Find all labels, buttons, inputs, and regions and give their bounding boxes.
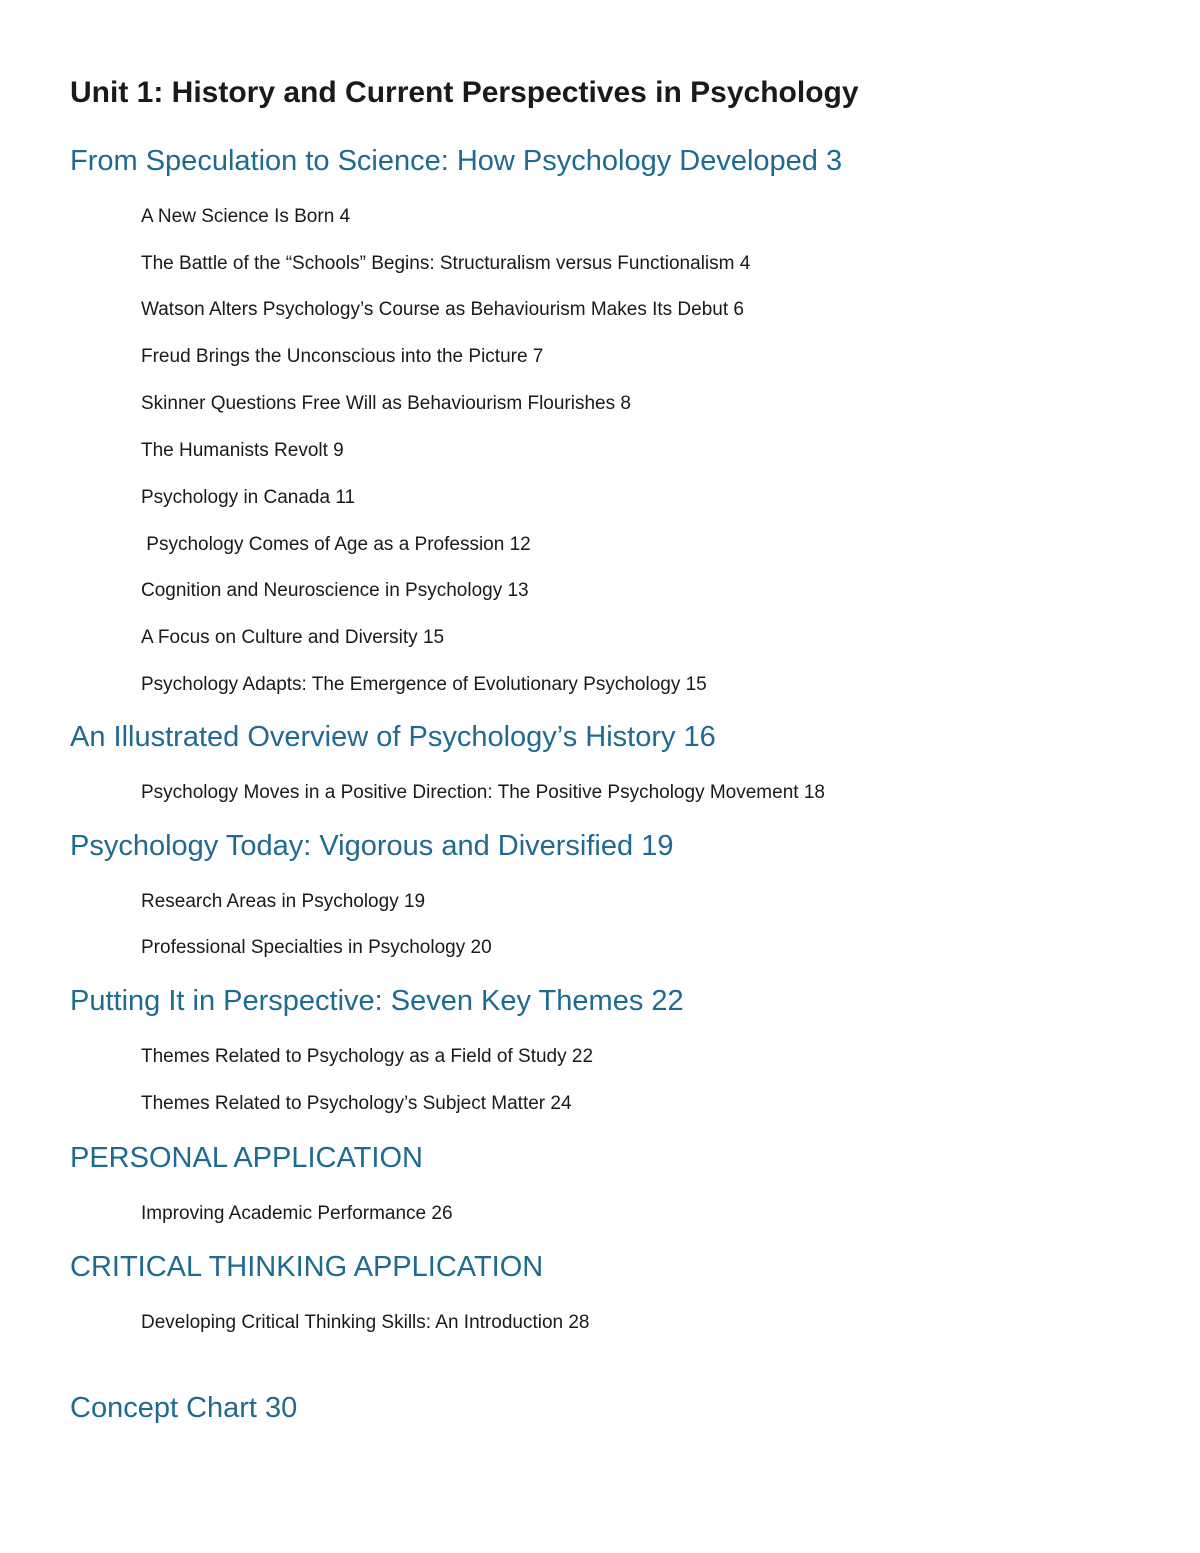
toc-entry: Themes Related to Psychology as a Field of Study 22 xyxy=(141,1046,594,1067)
toc-entry: A Focus on Culture and Diversity 15 xyxy=(141,627,445,648)
toc-entry: The Battle of the “Schools” Begins: Structuralism versus Functionalism 4 xyxy=(141,253,751,274)
toc-entry: Freud Brings the Unconscious into the Picture 7 xyxy=(141,346,544,367)
section-heading: Putting It in Perspective: Seven Key Themes 22 xyxy=(70,985,684,1017)
toc-entry: Cognition and Neuroscience in Psychology 13 xyxy=(141,580,529,601)
toc-entry: Psychology Adapts: The Emergence of Evolutionary Psychology 15 xyxy=(141,674,707,695)
section-heading: Psychology Today: Vigorous and Diversified 19 xyxy=(70,830,674,862)
section-heading: From Speculation to Science: How Psychology Developed 3 xyxy=(70,145,843,177)
toc-entry: Psychology Comes of Age as a Profession 12 xyxy=(141,534,531,555)
toc-entry: Themes Related to Psychology’s Subject Matter 24 xyxy=(141,1093,572,1114)
toc-entry: Skinner Questions Free Will as Behaviourism Flourishes 8 xyxy=(141,393,631,414)
section-heading: PERSONAL APPLICATION xyxy=(70,1142,423,1174)
section-heading: An Illustrated Overview of Psychology’s History 16 xyxy=(70,721,716,753)
section-heading: CRITICAL THINKING APPLICATION xyxy=(70,1251,544,1283)
toc-entry: Psychology Moves in a Positive Direction: The Positive Psychology Movement 18 xyxy=(141,782,825,803)
toc-entry: Research Areas in Psychology 19 xyxy=(141,891,426,912)
toc-entry: The Humanists Revolt 9 xyxy=(141,440,344,461)
toc-entry: A New Science Is Born 4 xyxy=(141,206,351,227)
unit-title: Unit 1: History and Current Perspectives in Psychology xyxy=(70,76,859,109)
toc-entry: Watson Alters Psychology’s Course as Behaviourism Makes Its Debut 6 xyxy=(141,299,744,320)
section-heading: Concept Chart 30 xyxy=(70,1392,298,1424)
toc-entry: Developing Critical Thinking Skills: An Introduction 28 xyxy=(141,1312,590,1333)
toc-entry: Psychology in Canada 11 xyxy=(141,487,356,508)
toc-entry: Improving Academic Performance 26 xyxy=(141,1203,453,1224)
toc-entry: Professional Specialties in Psychology 20 xyxy=(141,937,492,958)
